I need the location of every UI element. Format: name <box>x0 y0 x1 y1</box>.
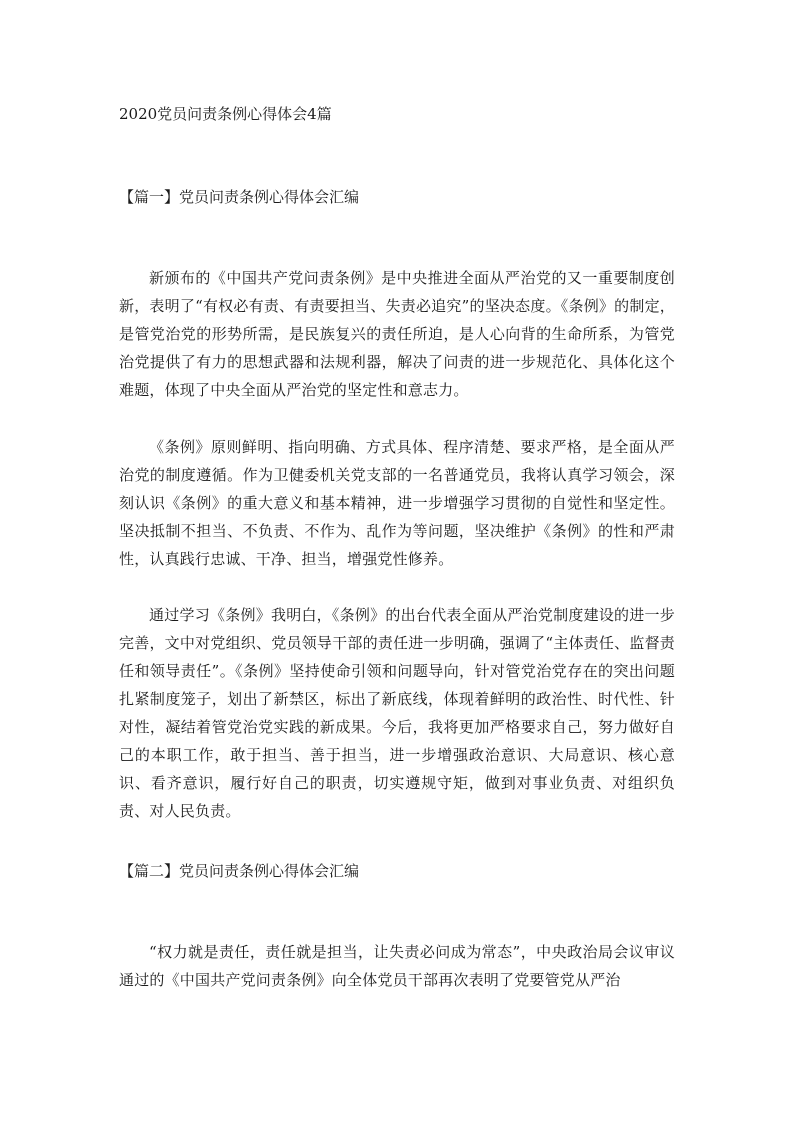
document-title: 2020党员问责条例心得体会4篇 <box>119 105 332 123</box>
section-1-paragraph-1: 新颁布的《中国共产党问责条例》是中央推进全面从严治党的又一重要制度创新，表明了“有权必有责、有责要担当、失责必追究”的坚决态度。《条例》的制定，是管党治党的形势所需，是民族复兴的责任所迫，是人心向背的生命所系，为管党治党提供了有力的思想武器和法规利器，解决了问责的进一步规范化、具体化这个难题，体现了中央全面从严治党的坚定性和意志力。 <box>119 269 675 399</box>
section-heading-1: 【篇一】党员问责条例心得体会汇编 <box>119 188 360 206</box>
section-1-paragraph-2: 《条例》原则鲜明、指向明确、方式具体、程序清楚、要求严格，是全面从严治党的制度遵循。作为卫健委机关党支部的一名普通党员，我将认真学习领会，深刻认识《条例》的重大意义和基本精神，进一步增强学习贯彻的自觉性和坚定性。坚决抵制不担当、不负责、不作为、乱作为等问题，坚决维护《条例》的性和严肃性，认真践行忠诚、干净、担当，增强党性修养。 <box>119 438 675 568</box>
section-2-paragraph-1: “权力就是责任，责任就是担当，让失责必问成为常态”，中央政治局会议审议通过的《中国共产党问责条例》向全体党员干部再次表明了党要管党从严治 <box>119 943 675 989</box>
section-1-paragraph-3: 通过学习《条例》我明白，《条例》的出台代表全面从严治党制度建设的进一步完善，文中对党组织、党员领导干部的责任进一步明确，强调了“主体责任、监督责任和领导责任”。《条例》坚持使命引领和问题导向，针对管党治党存在的突出问题扎紧制度笼子，划出了新禁区，标出了新底线，体现着鲜明的政治性、时代性、针对性，凝结着管党治党实践的新成果。今后，我将更加严格要求自己，努力做好自己的本职工作，敢于担当、善于担当，进一步增强政治意识、大局意识、核心意识、看齐意识，履行好自己的职责，切实遵规守矩，做到对事业负责、对组织负责、对人民负责。 <box>119 606 675 820</box>
section-heading-2: 【篇二】党员问责条例心得体会汇编 <box>119 862 360 880</box>
